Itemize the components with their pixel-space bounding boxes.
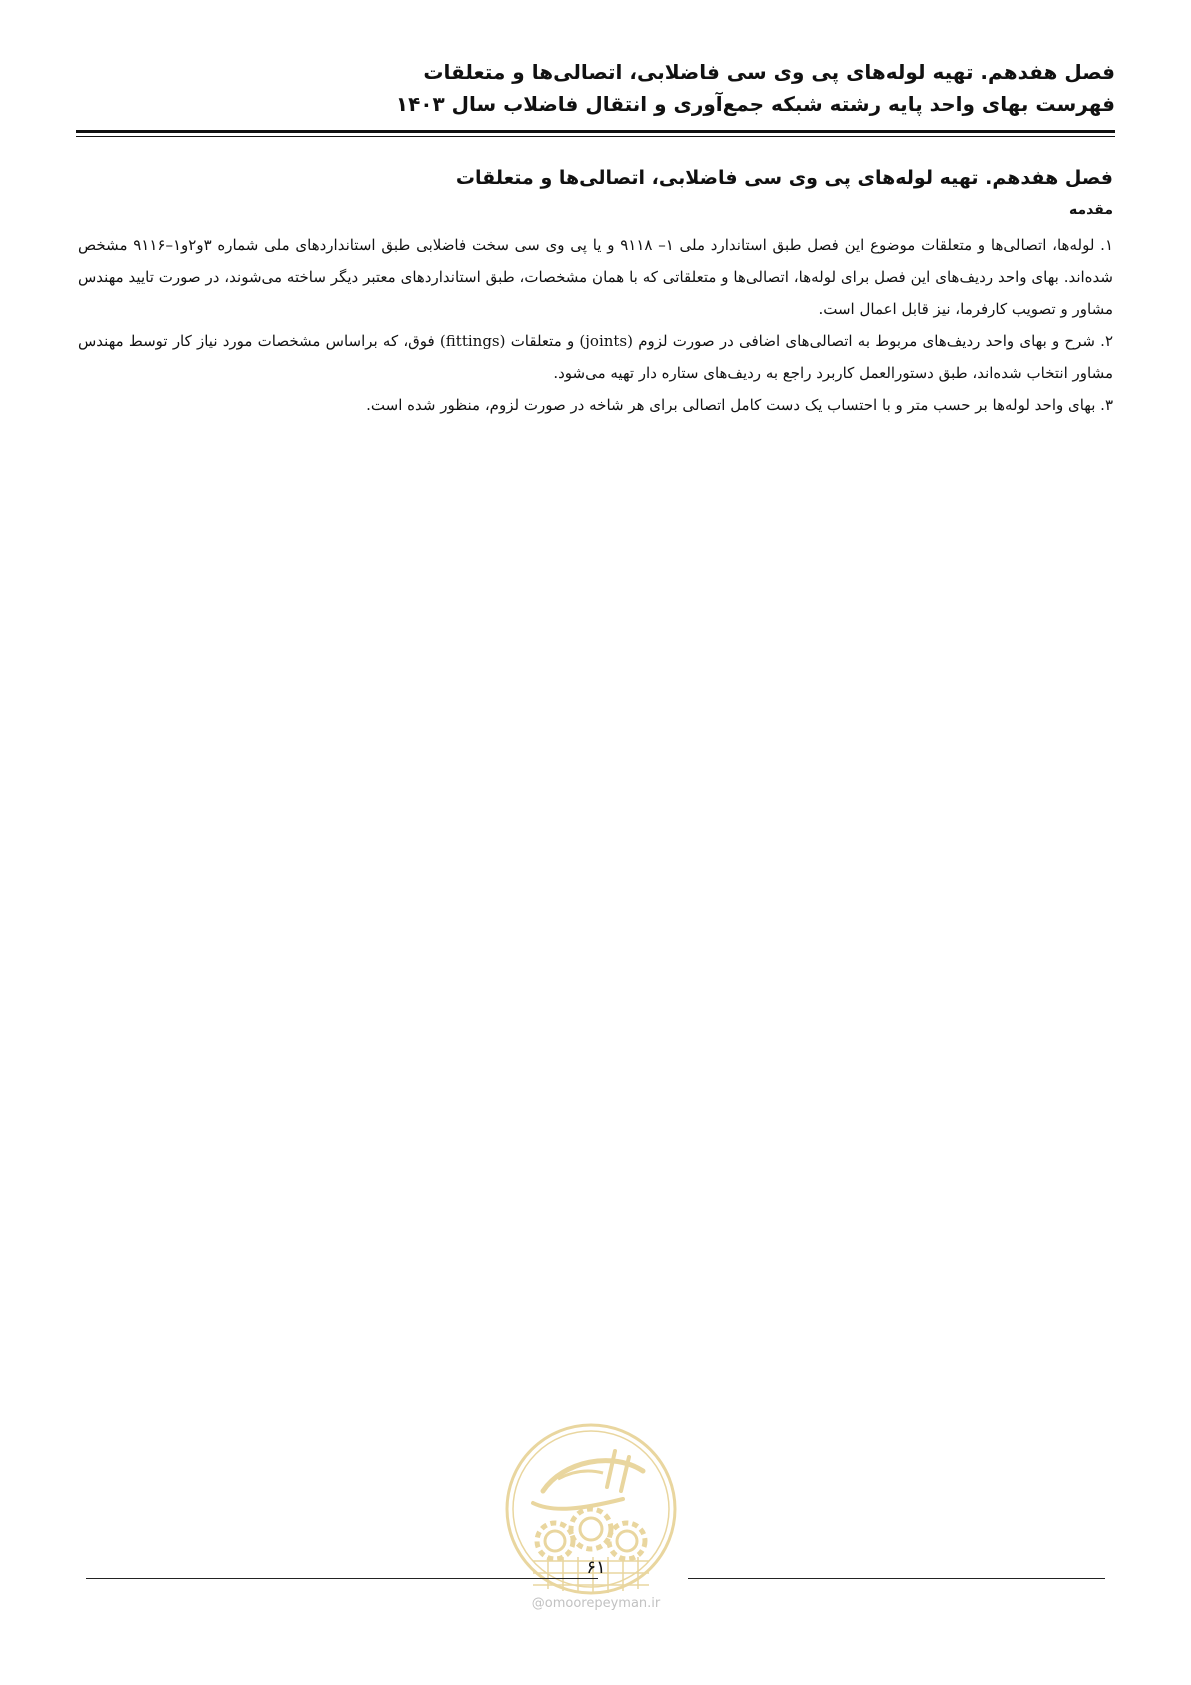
header-chapter-line: فصل هفدهم. تهیه لوله‌های پی وی سی فاضلابی، اتصالی‌ها و متعلقات: [423, 60, 1115, 84]
page-content: [78, 163, 1113, 421]
section-heading: مقدمه: [1069, 202, 1113, 218]
chapter-title: فصل هفدهم. تهیه لوله‌های پی وی سی فاضلابی، اتصالی‌ها و متعلقات: [455, 167, 1113, 189]
paragraph-1: ۱. لوله‌ها، اتصالی‌ها و متعلقات موضوع این فصل طبق استاندارد ملی ۱– ۹۱۱۸ و یا پی وی سی سخت فاضلابی طبق استانداردهای ملی شماره ۳و۲و۱–۹۱۱۶ مشخص شده‌اند. بهای واحد ردیف‌های این فصل برای لوله‌ها، اتصالی‌ها و متعلقاتی که با همان مشخصات، طبق استانداردهای معتبر دیگر ساخته می‌شوند، در صورت تایید مهندس مشاور و تصویب کارفرما، نیز قابل اعمال است.: [78, 236, 1113, 318]
page-number: ۶۱: [586, 1557, 606, 1578]
running-header: [76, 56, 1115, 120]
footer-rule-left: [86, 1578, 598, 1579]
site-credit: @omoorepeyman.ir: [531, 1596, 661, 1611]
header-rule-thick: [76, 130, 1115, 133]
header-rule-thin: [76, 136, 1115, 137]
paragraph-2: ۲. شرح و بهای واحد ردیف‌های مربوط به اتصالی‌های اضافی در صورت لزوم (joints) و متعلقات (fittings) فوق، که براساس مشخصات مورد نیاز کار توسط مهندس مشاور انتخاب شده‌اند، طبق دستورالعمل کاربرد راجع به ردیف‌های ستاره دار تهیه می‌شود.: [78, 332, 1114, 382]
footer-rule-right: [688, 1578, 1105, 1579]
header-document-line: فهرست بهای واحد پایه رشته شبکه جمع‌آوری و انتقال فاضلاب سال ۱۴۰۳: [395, 92, 1115, 116]
paragraph-3: ۳. بهای واحد لوله‌ها بر حسب متر و با احتساب یک دست کامل اتصالی برای هر شاخه در صورت لزوم، منظور شده است.: [366, 396, 1113, 414]
